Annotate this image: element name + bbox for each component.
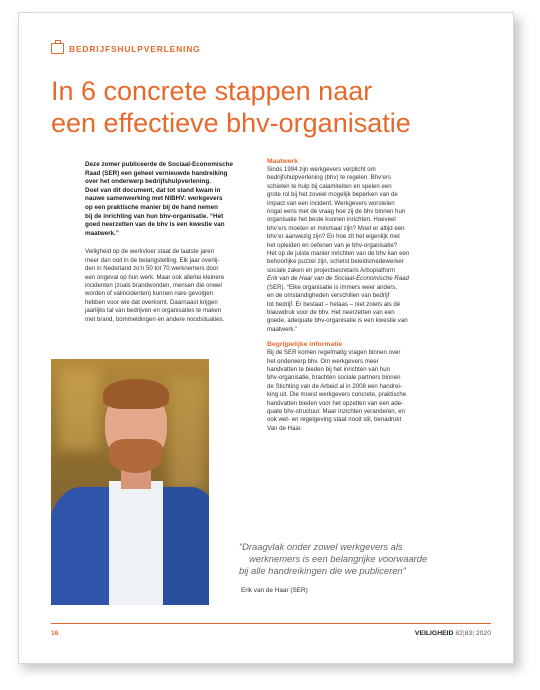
title-line-2: een effectieve bhv-organisatie <box>51 108 411 138</box>
begrijpelijke-paragraph: Bij de SER komen regelmatig vragen binnen over het onderwerp bhv. Om werkgevers meer handvatten te bieden bij het inrichten van hun bhv-organisatie, brachten sociale partners binnen de Stichting van de Arbeid al in 2008 een handrei- king uit. Die moest werkgevers concrete, praktische handvatten bieden voor het opzetten van een ade- quate bhv-structuur. Maar inzichten veranderen, en ook wet- en regelgeving staat nooit stil, benadrukt Van de Haar. <box>267 349 407 432</box>
begrijpelijke-heading: Begrijpelijke informatie <box>267 341 343 349</box>
left-column <box>85 161 267 324</box>
page-number: 16 <box>51 630 59 637</box>
footer-divider <box>51 623 491 624</box>
first-aid-kit-icon <box>51 43 64 54</box>
issue-year: 2020 <box>475 630 491 637</box>
maatwerk-heading: Maatwerk <box>267 158 298 165</box>
portrait-photo <box>51 359 209 605</box>
page-title <box>51 75 491 139</box>
pull-quote: “Draagvlak onder zowel werkgevers als werknemers is een belangrijke voorwaarde bij alle handreikingen die we publiceren” <box>239 541 428 576</box>
issue-number: 82 <box>455 630 463 637</box>
issue-number-2: 83 <box>464 630 473 637</box>
section-header <box>51 43 201 54</box>
section-label: BEDRIJFSHULPVERLENING <box>69 43 201 54</box>
right-column <box>267 157 449 433</box>
intro-paragraph: Deze zomer publiceerde de Sociaal-Economische Raad (SER) een geheel vernieuwde handreiking over het onderwerp bedrijfshulpverlening. Doel van dit document, dat tot stand kwam in nauwe samenwerking met NIBHV: werkgevers op een praktische manier bij de hand nemen bij de inrichting van hun bhv-organisatie. “Het goed neerzetten van de bhv is een kwestie van maatwerk.” <box>85 161 234 237</box>
quote-author: Erik van de Haar (SER) <box>241 587 308 594</box>
magazine-page <box>18 12 514 664</box>
footer-issue: VEILIGHEID 82|83| 2020 <box>414 630 491 637</box>
magazine-name: VEILIGHEID <box>414 630 454 637</box>
title-line-1: In 6 concrete stappen naar <box>51 76 373 106</box>
left-body-paragraph: Veiligheid op de werkvloer staat de laatste jaren meer dan ooit in de belangstelling. Elk jaar overlij- den in Nederland zo’n 50 tot 70 werknemers door een ongeval op hun werk. Maar ook allerlei kleinere incidenten (zoals brandwonden, mensen die onwel worden of valincidenten) kunnen nare gevolgen hebben voor wie dat overkomt. Daarnaast krijgen jaarlijks tal van bedrijven en organisaties te maken met brand, bommeldingen en andere noodsituaties. <box>85 248 225 323</box>
maatwerk-paragraph: Sinds 1994 zijn werkgevers verplicht om bedrijfshulpverlening (bhv) te regelen. Bhv’ers schieten te hulp bij calamiteiten en spelen een grote rol bij het zoveel mogelijk beperken van de impact van een incident. Werkgevers worstelen nogal eens met de vraag hoe zij de bhv binnen hun organisatie het beste kunnen inrichten. Hoeveel bhv’ers moeten er minimaal zijn? Moet er altijd een bhv’er aanwezig zijn? En hoe zit het eigenlijk met het opleiden en oefenen van je bhv-organisatie? Het op de juiste manier inrichten van de bhv kan een behoorlijke puzzel zijn, schetst beleidsmedewerker sociale zaken en projectsecretaris Arboplatform Erik van de Haar van de Sociaal-Economische Raad (SER). “Elke organisatie is immers weer anders, en de omstandigheden verschillen van bedrijf tot bedrijf. Er bestaat – helaas – niet zoiets als dé blauwdruk voor de bhv. Het neerzetten van een goede, adequate bhv-organisatie is een kwestie van maatwerk.” <box>267 166 410 333</box>
